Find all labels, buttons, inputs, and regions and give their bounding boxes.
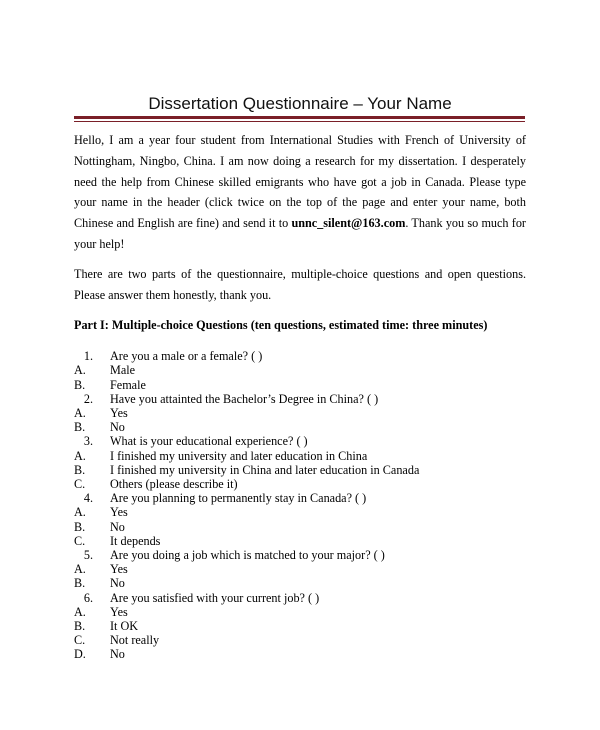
option-letter: B. <box>74 462 86 477</box>
option-text: It depends <box>110 533 161 548</box>
option-letter: A. <box>74 448 86 463</box>
option-letter: A. <box>74 363 86 378</box>
option-text: I finished my university and later education in China <box>110 448 368 463</box>
option-letter: B. <box>74 619 86 634</box>
option-letter: B. <box>74 576 86 591</box>
answer-option <box>74 647 526 661</box>
contact-email: unnc_silent@163.com <box>291 216 406 231</box>
option-text: No <box>110 576 125 591</box>
answer-option <box>74 619 526 633</box>
question-text: Are you a male or a female? ( ) <box>110 349 263 364</box>
title-rule-thin <box>74 121 525 122</box>
question-text: What is your educational experience? ( ) <box>110 434 308 449</box>
title-rule-thick <box>74 116 525 119</box>
option-text: Male <box>110 363 136 378</box>
option-text: I finished my university in China and later education in Canada <box>110 462 420 477</box>
question-item <box>74 434 526 448</box>
answer-option <box>74 534 526 548</box>
intro-thanks: . Thank you so much for your help! <box>74 216 526 251</box>
question-item <box>74 548 526 562</box>
option-text: No <box>110 647 125 662</box>
answer-option <box>74 562 526 576</box>
option-text: Yes <box>110 604 128 619</box>
question-number: 3. <box>83 434 93 449</box>
option-letter: B. <box>74 519 86 534</box>
option-text: Not really <box>110 633 160 648</box>
option-text: No <box>110 420 125 435</box>
option-letter: A. <box>74 505 86 520</box>
question-text: Have you attainted the Bachelor’s Degree in China? ( ) <box>110 391 379 406</box>
question-text: Are you planning to permanently stay in Canada? ( ) <box>110 491 367 506</box>
answer-option <box>74 605 526 619</box>
option-text: Yes <box>110 505 128 520</box>
answer-option <box>74 378 526 392</box>
part-heading: Part I: Multiple-choice Questions (ten questions, estimated time: three minutes) <box>74 318 488 333</box>
option-text: Others (please describe it) <box>110 477 238 491</box>
answer-option <box>74 576 526 590</box>
page-title: Dissertation Questionnaire – Your Name <box>148 94 452 113</box>
option-letter: B. <box>74 420 86 435</box>
option-letter: A. <box>74 604 86 619</box>
option-text: No <box>110 519 125 534</box>
intro-text: Hello, I am a year four student from International Studies with French of University of Nottingham, Ningbo, China. I am now doing a research for my dissertation. I desperately need the help from Chinese skilled emigrants who have got a job in Canada. Please type your name in the header (click twice on the top of the page and enter your name, both Chinese and English are fine) and send it to <box>74 133 526 231</box>
answer-option <box>74 420 526 434</box>
intro-paragraph <box>74 130 526 255</box>
question-number: 5. <box>83 548 93 563</box>
question-item <box>74 491 526 505</box>
answer-option <box>74 449 526 463</box>
option-letter: C. <box>74 477 86 491</box>
question-list <box>74 349 526 661</box>
document-body <box>74 130 526 662</box>
question-item <box>74 591 526 605</box>
question-number: 1. <box>83 349 93 364</box>
question-number: 6. <box>83 590 93 605</box>
option-letter: A. <box>74 562 86 577</box>
question-text: Are you satisfied with your current job? ( ) <box>110 590 320 605</box>
answer-option <box>74 505 526 519</box>
instructions-paragraph: There are two parts of the questionnaire, multiple-choice questions and open questions. Please answer them honestly, thank you. <box>74 266 526 302</box>
answer-option <box>74 463 526 477</box>
answer-option <box>74 363 526 377</box>
question-item <box>74 392 526 406</box>
option-letter: C. <box>74 633 86 648</box>
option-letter: C. <box>74 533 86 548</box>
option-letter: B. <box>74 377 86 392</box>
answer-option <box>74 477 526 491</box>
answer-option <box>74 633 526 647</box>
option-text: Yes <box>110 562 128 577</box>
option-text: Yes <box>110 405 128 420</box>
answer-option <box>74 406 526 420</box>
option-letter: A. <box>74 405 86 420</box>
question-item <box>74 349 526 363</box>
question-number: 4. <box>83 491 93 506</box>
answer-option <box>74 520 526 534</box>
question-number: 2. <box>83 391 93 406</box>
option-letter: D. <box>74 647 86 662</box>
question-text: Are you doing a job which is matched to your major? ( ) <box>110 548 385 563</box>
option-text: Female <box>110 377 146 392</box>
option-text: It OK <box>110 619 139 634</box>
